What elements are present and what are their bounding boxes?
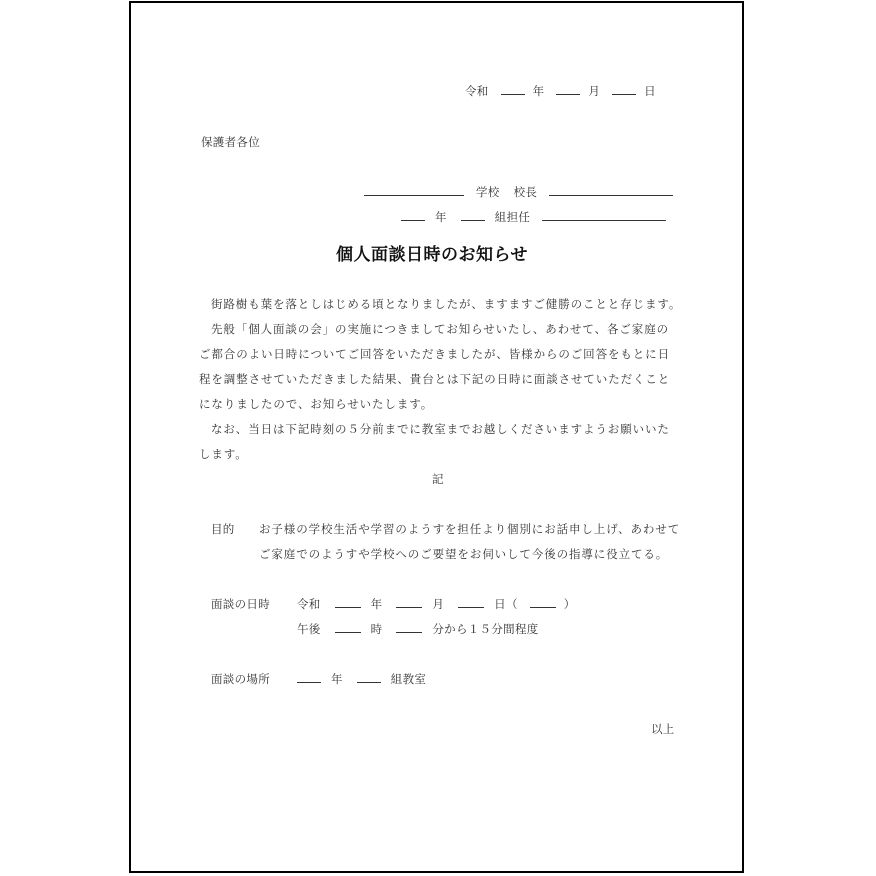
body-paragraph-2-line-2: ご都合のよい日時についてご回答をいただきましたが、皆様からのご回答をもとに日 — [199, 347, 670, 361]
datetime-month-label: 月 — [432, 597, 445, 611]
body-paragraph-3-line-1: なお、当日は下記時刻の５分前までに教室までお越しくださいますようお願いいた — [211, 422, 670, 436]
principal-name-blank — [549, 184, 673, 196]
grade-blank — [401, 209, 425, 221]
teacher-name-blank — [542, 209, 666, 221]
purpose-text-line-1: お子様の学校生活や学習のようすを担任より個別にお話申し上げ、あわせて — [259, 522, 681, 536]
ki-heading: 記 — [432, 472, 444, 486]
date-era: 令和 — [465, 84, 489, 98]
purpose-label: 目的 — [211, 522, 235, 536]
purpose-text-line-2: ご家庭でのようすや学校へのご要望をお伺いして今後の指導に役立てる。 — [259, 547, 669, 561]
body-paragraph-2-line-3: 程を調整させていただきました結果、貴台とは下記の日時に面談させていただくこと — [199, 372, 671, 386]
letter-page — [129, 1, 744, 873]
date-day-label: 日 — [644, 84, 656, 98]
datetime-line-1 — [297, 596, 576, 612]
datetime-day-blank — [458, 596, 484, 608]
datetime-minute-blank — [396, 621, 422, 633]
body-paragraph-3-line-2: します。 — [199, 447, 248, 461]
principal-label: 校長 — [513, 185, 538, 199]
closing: 以上 — [651, 722, 675, 736]
datetime-era: 令和 — [297, 597, 321, 611]
date-month-label: 月 — [588, 84, 601, 98]
class-blank — [461, 209, 485, 221]
sender-school-line — [364, 184, 673, 200]
datetime-hour-blank — [335, 621, 361, 633]
school-name-blank — [364, 184, 464, 196]
place-grade-blank — [297, 671, 321, 683]
datetime-year-label: 年 — [370, 597, 383, 611]
datetime-label: 面談の日時 — [211, 597, 270, 611]
body-paragraph-1: 街路樹も葉を落としはじめる頃となりましたが、ますますご健勝のことと存じます。 — [211, 297, 682, 311]
place-class-blank — [357, 671, 381, 683]
place-grade-label: 年 — [331, 672, 343, 686]
datetime-year-blank — [335, 596, 361, 608]
sender-teacher-line — [401, 209, 666, 225]
page-title: 個人面談日時のお知らせ — [336, 245, 528, 265]
datetime-pm: 午後 — [297, 622, 321, 636]
date-month-blank — [556, 83, 580, 95]
datetime-hour-label: 時 — [370, 622, 383, 636]
date-line — [465, 83, 656, 99]
datetime-day-label: 日（ — [494, 597, 518, 611]
body-paragraph-2-line-1: 先般「個人面談の会」の実施につきましてお知らせいたし、あわせて、各ご家庭の — [211, 322, 669, 336]
date-day-blank — [612, 83, 636, 95]
grade-label: 年 — [435, 210, 447, 224]
class-teacher-label: 組担任 — [494, 210, 531, 224]
place-line — [297, 671, 426, 687]
place-label: 面談の場所 — [211, 672, 270, 686]
body-paragraph-2-line-4: になりましたので、お知らせいたします。 — [199, 397, 434, 411]
school-label: 学校 — [476, 185, 500, 199]
datetime-weekday-blank — [530, 596, 556, 608]
datetime-minute-label: 分から１５分間程度 — [432, 622, 539, 636]
date-year-label: 年 — [532, 84, 545, 98]
datetime-line-2 — [297, 621, 539, 637]
datetime-month-blank — [396, 596, 422, 608]
date-year-blank — [501, 83, 525, 95]
place-room-label: 組教室 — [390, 672, 427, 686]
datetime-close-paren: ） — [563, 597, 576, 611]
recipient: 保護者各位 — [201, 135, 260, 149]
